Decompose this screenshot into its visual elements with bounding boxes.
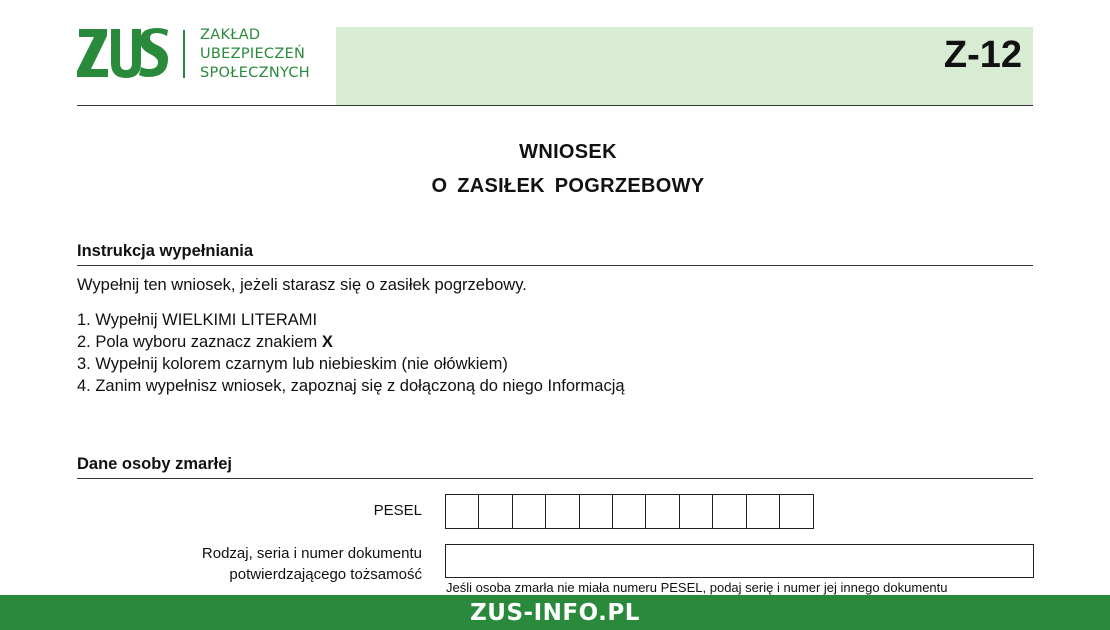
org-name-line-3: SPOŁECZNYCH [200,65,310,81]
deceased-divider [77,478,1033,479]
document-label-line-2: potwierdzającego tożsamość [229,566,422,583]
form-code: Z-12 [943,34,1022,76]
document-hint: Jeśli osoba zmarła nie miała numeru PESEL, podaj serię i numer jej innego dokumentu [446,580,948,595]
form-title-line-2: O ZASIŁEK POGRZEBOWY [431,175,705,197]
pesel-input[interactable] [445,494,814,529]
mark-symbol: X [321,333,333,351]
pesel-digit-box[interactable] [580,495,613,528]
zus-logo [77,27,169,81]
instruction-item-3: 3. Wypełnij kolorem czarnym lub niebieskim (nie ołówkiem) [77,355,508,373]
document-number-field[interactable] [445,544,1034,578]
pesel-digit-box[interactable] [479,495,512,528]
pesel-digit-box[interactable] [613,495,646,528]
pesel-digit-box[interactable] [680,495,713,528]
instruction-item-2: 2. Pola wyboru zaznacz znakiem X [77,333,333,351]
deceased-heading: Dane osoby zmarłej [77,455,232,473]
pesel-digit-box[interactable] [513,495,546,528]
banner-text: ZUS-INFO.PL [470,599,640,626]
instructions-list [77,309,625,397]
instruction-item-1: 1. Wypełnij WIELKIMI LITERAMI [77,311,318,329]
pesel-digit-box[interactable] [780,495,813,528]
instructions-intro: Wypełnij ten wniosek, jeżeli starasz się o zasiłek pogrzebowy. [77,276,527,294]
org-name-line-2: UBEZPIECZEŃ [200,46,306,62]
form-title-line-1: WNIOSEK [519,141,617,163]
pesel-digit-box[interactable] [646,495,679,528]
org-name-line-1: ZAKŁAD [200,27,261,43]
pesel-label: PESEL [373,502,422,519]
instruction-item-4: 4. Zanim wypełnisz wniosek, zapoznaj się z dołączoną do niego Informacją [77,377,625,395]
header-band [336,27,1033,105]
document-label-line-1: Rodzaj, seria i numer dokumentu [201,545,422,562]
header-divider [77,105,1033,106]
instructions-divider [77,265,1033,266]
instructions-heading: Instrukcja wypełniania [77,242,254,260]
pesel-digit-box[interactable] [747,495,780,528]
logo-divider [183,30,185,78]
pesel-digit-box[interactable] [713,495,746,528]
document-label [202,543,422,585]
org-name [200,26,310,83]
footer-banner [0,595,1110,630]
pesel-digit-box[interactable] [546,495,579,528]
pesel-digit-box[interactable] [446,495,479,528]
